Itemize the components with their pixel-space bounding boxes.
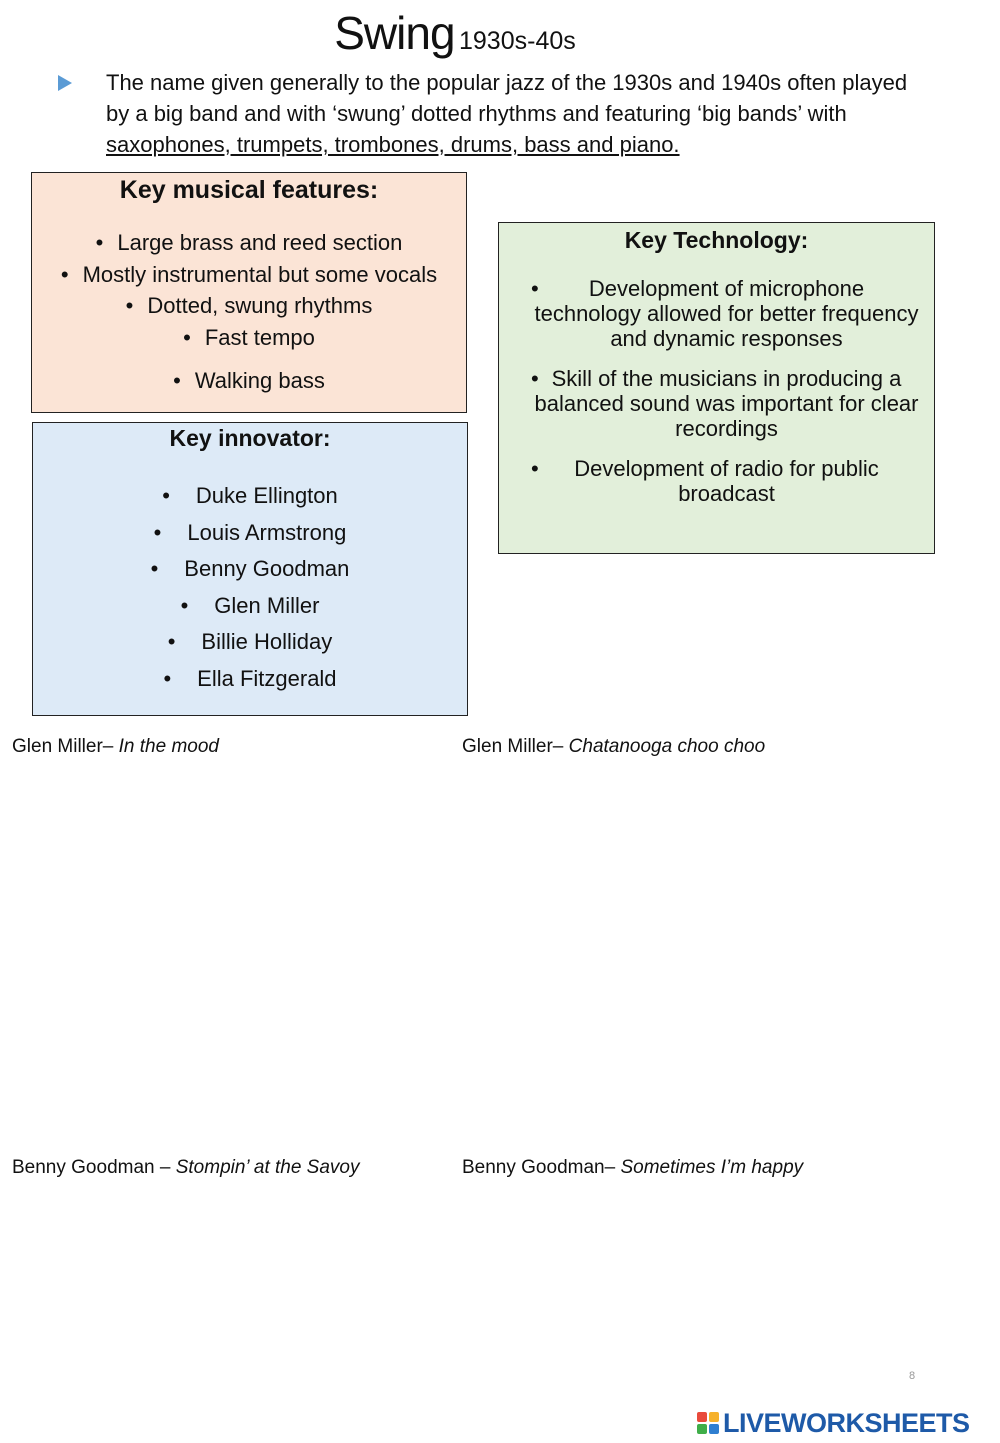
title-main: Swing — [334, 7, 455, 59]
bullet-icon: • — [163, 665, 172, 691]
list-item-text: Development of radio for public broadcast — [574, 456, 879, 506]
list-item-text: Benny Goodman — [184, 556, 350, 581]
list-item — [32, 259, 466, 291]
features-box — [31, 172, 467, 413]
technology-list — [499, 276, 934, 506]
features-heading: Key musical features: — [119, 176, 379, 204]
intro-instruments: saxophones, trumpets, trombones, drums, bass and piano. — [106, 132, 680, 157]
logo-blocks-icon — [697, 1412, 719, 1434]
caption-chatanooga — [462, 736, 765, 758]
page-title — [0, 6, 910, 60]
list-item — [32, 365, 466, 397]
bullet-icon: • — [150, 556, 159, 581]
list-item — [33, 551, 467, 588]
list-item-text: Glen Miller — [214, 592, 320, 618]
list-item-text: Billie Holliday — [201, 629, 333, 654]
caption-in-the-mood — [12, 736, 219, 758]
intro-text: The name given generally to the popular jazz of the 1930s and 1940s often played by a big band and with ‘swung’ dotted rhythms and featuring ‘big bands’ with — [106, 70, 908, 126]
list-item-text: Louis Armstrong — [187, 519, 347, 545]
bullet-icon: • — [173, 368, 181, 393]
title-sub: 1930s-40s — [459, 27, 576, 55]
list-item — [33, 588, 467, 625]
caption-stompin — [12, 1157, 360, 1179]
bullet-icon: • — [153, 519, 162, 545]
list-item-text: Dotted, swung rhythms — [147, 293, 373, 318]
caption-song: Sometimes I’m happy — [620, 1157, 804, 1178]
bullet-icon: • — [60, 261, 69, 287]
bullet-icon: • — [531, 276, 539, 301]
technology-heading: Key Technology: — [624, 227, 809, 253]
innovators-list — [33, 478, 467, 697]
caption-song: Chatanooga choo choo — [568, 736, 766, 757]
list-item-text: Large brass and reed section — [117, 230, 403, 255]
caption-sometimes — [462, 1157, 803, 1179]
caption-artist: Glen Miller– — [12, 736, 119, 757]
innovators-box — [32, 422, 468, 716]
logo-text: LIVEWORKSHEETS — [723, 1407, 970, 1438]
list-item-text: Walking bass — [194, 368, 325, 393]
bullet-icon: • — [162, 483, 170, 508]
list-item — [33, 478, 467, 515]
bullet-icon: • — [531, 456, 539, 481]
liveworksheets-logo[interactable] — [697, 1406, 970, 1440]
list-item-text: Mostly instrumental but some vocals — [82, 261, 438, 287]
bullet-icon: • — [180, 592, 189, 618]
list-item-text: Fast tempo — [204, 324, 315, 350]
list-item-text: Skill of the musicians in producing a balanced sound was important for clear recordings — [534, 366, 919, 441]
intro-paragraph — [106, 67, 926, 160]
list-item — [32, 290, 466, 322]
triangle-bullet-icon — [57, 74, 73, 92]
bullet-icon: • — [531, 366, 539, 391]
technology-box — [498, 222, 935, 554]
list-item — [513, 456, 920, 506]
innovators-heading: Key innovator: — [169, 425, 331, 451]
bullet-icon: • — [183, 324, 191, 350]
list-item — [33, 515, 467, 552]
list-item-text: Ella Fitzgerald — [197, 665, 337, 691]
caption-song: In the mood — [118, 736, 219, 757]
page-number: 8 — [909, 1370, 916, 1382]
list-item-text: Development of microphone technology allowed for better frequency and dynamic responses — [534, 276, 919, 351]
bullet-icon: • — [167, 629, 176, 654]
list-item — [32, 322, 466, 354]
caption-artist: Benny Goodman– — [462, 1157, 621, 1178]
list-item-text: Duke Ellington — [195, 483, 338, 508]
features-list — [32, 227, 466, 397]
bullet-icon: • — [95, 230, 104, 255]
caption-artist: Glen Miller– — [462, 736, 569, 757]
list-item — [33, 624, 467, 661]
caption-song: Stompin’ at the Savoy — [175, 1157, 360, 1178]
list-item — [33, 661, 467, 698]
list-item — [513, 366, 920, 441]
bullet-icon: • — [125, 293, 134, 318]
list-item — [32, 227, 466, 259]
list-item — [513, 276, 920, 351]
caption-artist: Benny Goodman – — [12, 1157, 176, 1178]
